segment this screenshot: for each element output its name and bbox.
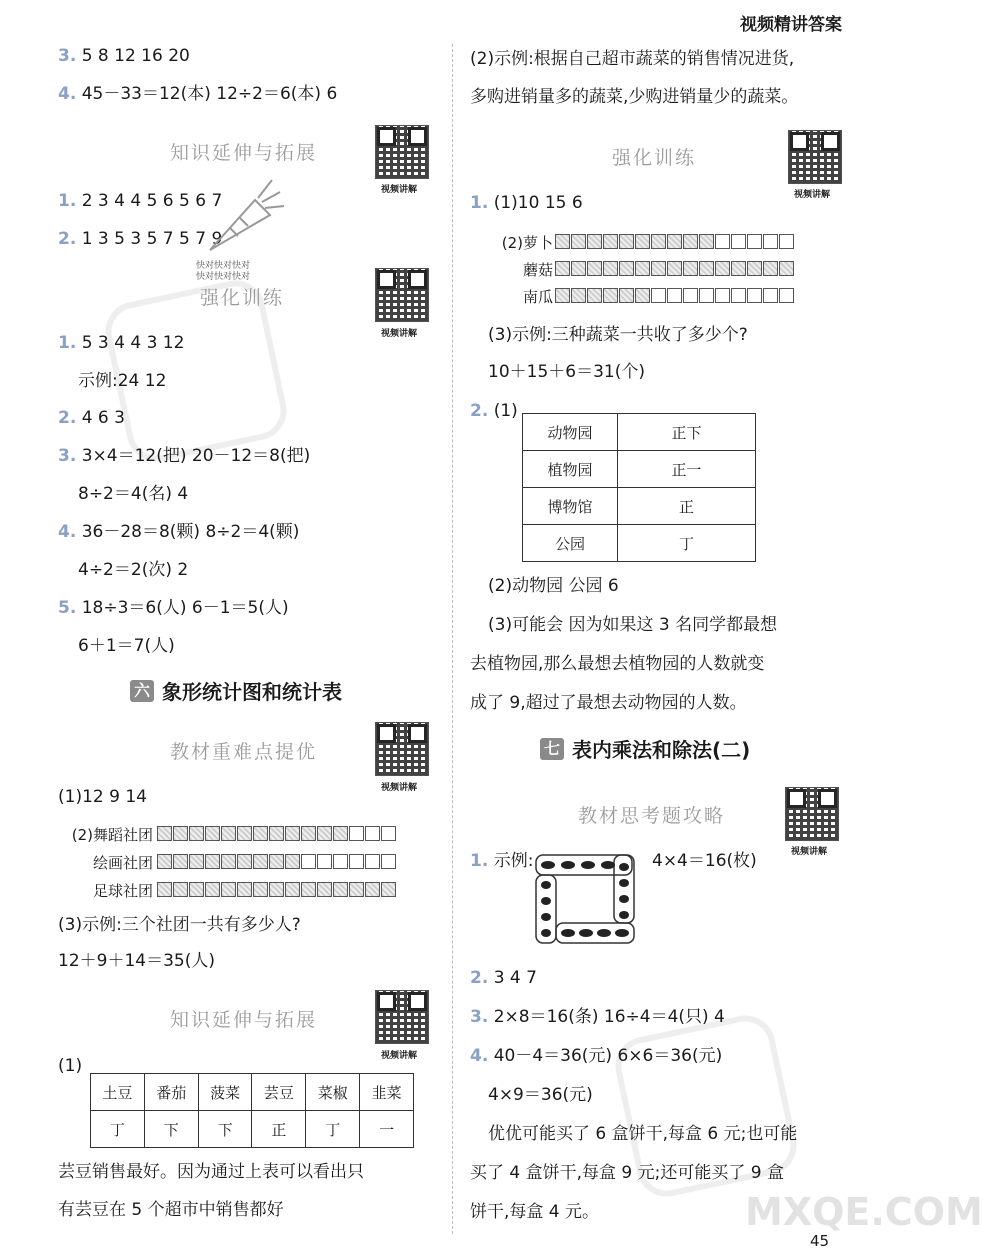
answer-line: 示例:24 12 — [78, 371, 167, 391]
table-header-cell: 菜椒 — [306, 1074, 360, 1111]
filled-cell — [667, 261, 682, 276]
filled-cell — [731, 261, 746, 276]
empty-cell — [715, 288, 730, 303]
answer-line: 4. 45－33＝12(本) 12÷2＝6(本) 6 — [58, 84, 338, 104]
section-title: 强化训练 — [200, 287, 285, 309]
filled-cell — [651, 261, 666, 276]
pictograph-bar — [157, 882, 397, 897]
answer-line: 4×4＝16(枚) — [652, 851, 757, 871]
section-title: 强化训练 — [612, 147, 697, 169]
empty-cell — [301, 854, 316, 869]
answer-line: 3. 2×8＝16(条) 16÷4＝4(只) 4 — [470, 1007, 725, 1027]
empty-cell — [699, 288, 714, 303]
chapter-title: 象形统计图和统计表 — [162, 680, 342, 704]
answer-line: 1. 示例: — [470, 851, 534, 871]
filled-cell — [237, 826, 252, 841]
answer-line: 有芸豆在 5 个超市中销售都好 — [58, 1200, 284, 1220]
answer-line: 12＋9＋14＝35(人) — [58, 951, 215, 971]
filled-cell — [317, 882, 332, 897]
chapter-badge: 六 — [130, 680, 154, 702]
pictograph-bar — [555, 288, 795, 303]
answer-line: (2)动物园 公园 6 — [488, 576, 619, 596]
table-cell: 下 — [198, 1111, 252, 1148]
qr-code-icon[interactable] — [375, 990, 429, 1044]
table-cell: 正一 — [618, 451, 756, 488]
answer-line: (3)示例:三个社团一共有多少人? — [58, 915, 301, 935]
filled-cell — [237, 882, 252, 897]
empty-cell — [381, 826, 396, 841]
answer-line: 6＋1＝7(人) — [78, 636, 175, 656]
filled-cell — [157, 882, 172, 897]
stamp-text: 快对快对快对 — [196, 261, 251, 271]
filled-cell — [301, 882, 316, 897]
answer-line: 饼干,每盒 4 元。 — [470, 1202, 600, 1222]
filled-cell — [253, 882, 268, 897]
filled-cell — [157, 826, 172, 841]
filled-cell — [381, 882, 396, 897]
filled-cell — [285, 882, 300, 897]
table-cell: 公园 — [523, 525, 618, 562]
filled-cell — [747, 261, 762, 276]
page-number: 45 — [810, 1232, 830, 1250]
empty-cell — [381, 854, 396, 869]
filled-cell — [269, 882, 284, 897]
answer-line: 1. 2 3 4 4 5 6 5 6 7 — [58, 191, 223, 211]
table-cell: 植物园 — [523, 451, 618, 488]
filled-cell — [157, 854, 172, 869]
filled-cell — [715, 261, 730, 276]
empty-cell — [731, 288, 746, 303]
empty-cell — [747, 288, 762, 303]
qr-code-icon[interactable] — [375, 125, 429, 179]
filled-cell — [619, 288, 634, 303]
filled-cell — [221, 882, 236, 897]
table-cell: 一 — [360, 1111, 414, 1148]
table-cell: 博物馆 — [523, 488, 618, 525]
empty-cell — [317, 854, 332, 869]
coin-arrangement-figure — [534, 853, 636, 947]
answer-line: 2. (1) — [470, 401, 518, 421]
empty-cell — [731, 234, 746, 249]
filled-cell — [269, 826, 284, 841]
empty-cell — [349, 854, 364, 869]
filled-cell — [189, 826, 204, 841]
filled-cell — [205, 826, 220, 841]
filled-cell — [205, 882, 220, 897]
empty-cell — [333, 854, 348, 869]
table-cell: 丁 — [618, 525, 756, 562]
table-row — [523, 451, 756, 488]
table-row — [523, 488, 756, 525]
filled-cell — [221, 826, 236, 841]
bar-label: 南瓜 — [522, 288, 553, 306]
filled-cell — [683, 261, 698, 276]
empty-cell — [779, 288, 794, 303]
empty-cell — [715, 234, 730, 249]
pictograph-bar — [555, 261, 795, 276]
table-row — [91, 1074, 414, 1111]
filled-cell — [587, 261, 602, 276]
table-cell: 丁 — [91, 1111, 145, 1148]
chapter-badge: 七 — [540, 738, 564, 760]
answer-line: 成了 9,超过了最想去动物园的人数。 — [470, 693, 747, 713]
filled-cell — [587, 234, 602, 249]
filled-cell — [635, 234, 650, 249]
qr-code-icon[interactable] — [785, 787, 839, 841]
filled-cell — [555, 261, 570, 276]
pictograph-bar — [555, 234, 795, 249]
answer-line: 芸豆销售最好。因为通过上表可以看出只 — [58, 1162, 364, 1182]
answer-line: 4. 40－4＝36(元) 6×6＝36(元) — [470, 1046, 723, 1066]
pictograph-bar — [157, 854, 397, 869]
filled-cell — [253, 854, 268, 869]
filled-cell — [571, 288, 586, 303]
table-cell: 正 — [618, 488, 756, 525]
answer-line: 优优可能买了 6 盒饼干,每盒 6 元;也可能 — [488, 1124, 798, 1144]
filled-cell — [555, 234, 570, 249]
filled-cell — [189, 854, 204, 869]
empty-cell — [683, 288, 698, 303]
section-title: 知识延伸与拓展 — [170, 1009, 318, 1031]
filled-cell — [603, 234, 618, 249]
filled-cell — [635, 288, 650, 303]
answer-line: 1. (1)10 15 6 — [470, 193, 583, 213]
qr-label: 视频讲解 — [381, 329, 418, 339]
filled-cell — [619, 234, 634, 249]
filled-cell — [683, 234, 698, 249]
filled-cell — [699, 234, 714, 249]
filled-cell — [237, 854, 252, 869]
answer-line: 3. 5 8 12 16 20 — [58, 46, 190, 66]
vegetable-tally-table — [90, 1073, 414, 1148]
table-row — [523, 525, 756, 562]
answer-line: (1)12 9 14 — [58, 787, 147, 807]
filled-cell — [555, 288, 570, 303]
empty-cell — [365, 826, 380, 841]
empty-cell — [763, 288, 778, 303]
empty-cell — [779, 234, 794, 249]
qr-label: 视频讲解 — [381, 783, 418, 793]
answer-line: 2. 1 3 5 3 5 7 5 7 9 — [58, 229, 223, 249]
answer-line: 10＋15＋6＝31(个) — [488, 362, 645, 382]
answer-line: 3. 3×4＝12(把) 20－12＝8(把) — [58, 446, 311, 466]
table-cell: 正 — [252, 1111, 306, 1148]
answer-line: 4. 36－28＝8(颗) 8÷2＝4(颗) — [58, 522, 300, 542]
filled-cell — [333, 882, 348, 897]
empty-cell — [667, 288, 682, 303]
place-tally-table — [522, 413, 756, 562]
section-title: 教材重难点提优 — [170, 741, 318, 763]
answer-line: 多购进销量多的蔬菜,少购进销量少的蔬菜。 — [470, 87, 799, 107]
table-row — [523, 414, 756, 451]
filled-cell — [333, 826, 348, 841]
watermark-text: MXQE.COM — [745, 1190, 983, 1234]
filled-cell — [301, 826, 316, 841]
section-title: 教材思考题攻略 — [578, 805, 726, 827]
table-row — [91, 1111, 414, 1148]
filled-cell — [603, 261, 618, 276]
filled-cell — [571, 234, 586, 249]
column-divider — [452, 44, 453, 1234]
filled-cell — [635, 261, 650, 276]
table-cell: 下 — [144, 1111, 198, 1148]
answer-line: (3)可能会 因为如果这 3 名同学都最想 — [488, 615, 778, 635]
qr-code-icon[interactable] — [788, 130, 842, 184]
qr-label: 视频讲解 — [381, 1051, 418, 1061]
table-header-cell: 番茄 — [144, 1074, 198, 1111]
filled-cell — [189, 882, 204, 897]
answer-line: (3)示例:三种蔬菜一共收了多少个? — [488, 325, 748, 345]
bar-label: 足球社团 — [92, 882, 153, 900]
filled-cell — [779, 261, 794, 276]
section-title: 知识延伸与拓展 — [170, 142, 318, 164]
answer-line: 4×9＝36(元) — [488, 1085, 593, 1105]
answer-line: 去植物园,那么最想去植物园的人数就变 — [470, 654, 765, 674]
filled-cell — [317, 826, 332, 841]
table-header-cell: 菠菜 — [198, 1074, 252, 1111]
table-cell: 丁 — [306, 1111, 360, 1148]
filled-cell — [349, 882, 364, 897]
filled-cell — [571, 261, 586, 276]
empty-cell — [651, 288, 666, 303]
filled-cell — [173, 882, 188, 897]
filled-cell — [173, 854, 188, 869]
bar-label: 绘画社团 — [92, 854, 153, 872]
table-header-cell: 韭菜 — [360, 1074, 414, 1111]
filled-cell — [205, 854, 220, 869]
chapter-heading — [130, 676, 342, 705]
answer-line: 5. 18÷3＝6(人) 6－1＝5(人) — [58, 598, 289, 618]
answer-line: 1. 5 3 4 4 3 12 — [58, 333, 185, 353]
filled-cell — [173, 826, 188, 841]
qr-label: 视频讲解 — [381, 185, 418, 195]
answer-line: (1) — [58, 1056, 83, 1076]
filled-cell — [221, 854, 236, 869]
qr-label: 视频讲解 — [794, 190, 831, 200]
filled-cell — [285, 826, 300, 841]
empty-cell — [349, 826, 364, 841]
table-cell: 正下 — [618, 414, 756, 451]
filled-cell — [269, 854, 284, 869]
filled-cell — [651, 234, 666, 249]
empty-cell — [763, 234, 778, 249]
empty-cell — [747, 234, 762, 249]
carrot-stamp-icon — [180, 170, 290, 260]
filled-cell — [253, 826, 268, 841]
qr-code-icon[interactable] — [375, 268, 429, 322]
filled-cell — [365, 882, 380, 897]
chapter-title: 表内乘法和除法(二) — [572, 738, 751, 762]
filled-cell — [667, 234, 682, 249]
filled-cell — [587, 288, 602, 303]
filled-cell — [763, 261, 778, 276]
answer-line: 买了 4 盒饼干,每盒 9 元;还可能买了 9 盒 — [470, 1163, 785, 1183]
stamp-text: 快对快对快对 — [196, 272, 251, 282]
filled-cell — [699, 261, 714, 276]
chapter-heading — [540, 734, 750, 763]
bar-label: (2)萝卜 — [501, 234, 553, 252]
filled-cell — [619, 261, 634, 276]
table-header-cell: 土豆 — [91, 1074, 145, 1111]
answer-line: 2. 3 4 7 — [470, 968, 537, 988]
qr-code-icon[interactable] — [375, 722, 429, 776]
qr-label: 视频讲解 — [791, 847, 828, 857]
table-cell: 动物园 — [523, 414, 618, 451]
header-title: 视频精讲答案 — [740, 15, 842, 35]
answer-line: 2. 4 6 3 — [58, 408, 125, 428]
pictograph-bar — [157, 826, 397, 841]
table-header-cell: 芸豆 — [252, 1074, 306, 1111]
bar-label: 蘑菇 — [522, 261, 553, 279]
filled-cell — [603, 288, 618, 303]
filled-cell — [285, 854, 300, 869]
answer-line: (2)示例:根据自己超市蔬菜的销售情况进货, — [470, 49, 795, 69]
answer-line: 8÷2＝4(名) 4 — [78, 484, 189, 504]
answer-line: 4÷2＝2(次) 2 — [78, 560, 189, 580]
empty-cell — [365, 854, 380, 869]
bar-label: (2)舞蹈社团 — [71, 826, 153, 844]
